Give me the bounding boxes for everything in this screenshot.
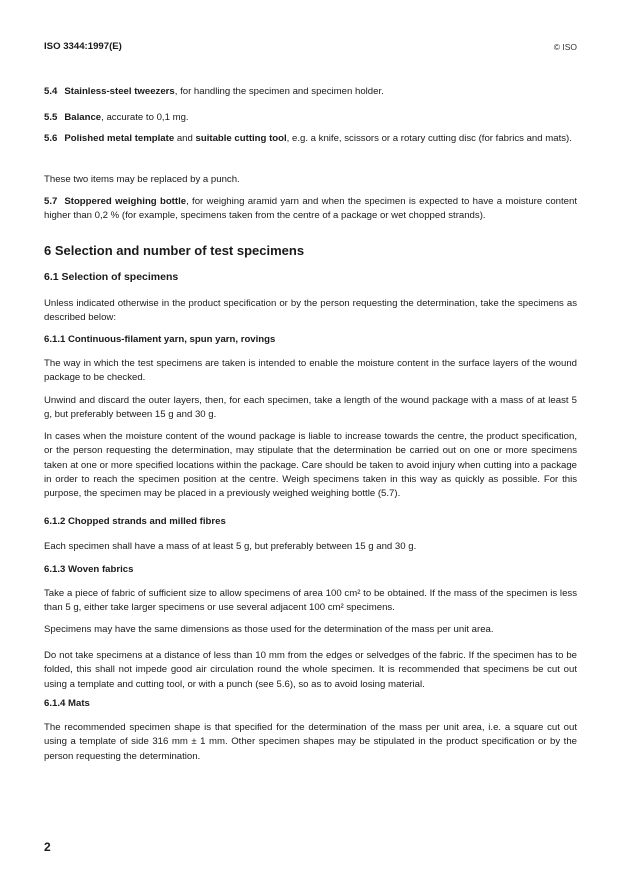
document-id: ISO 3344:1997(E) xyxy=(44,41,122,52)
item-text: , for weighing aramid yarn and when the specimen is expected to have a moisture content higher than 0,2 % (for example, specimens taken from the centre of a package or wet chopped strands). xyxy=(44,196,577,222)
item-number: 5.6 xyxy=(44,133,58,144)
item-5-6 xyxy=(44,132,577,146)
paragraph: The recommended specimen shape is that specified for the determination of the mass per unit area, i.e. a square cut out using a template of side 316 mm ± 1 mm. Other specimen shapes may be stipulated in the product specification or by the person requesting the determination. xyxy=(44,722,577,762)
paragraph: Specimens may have the same dimensions as those used for the determination of the mass per unit area. xyxy=(44,624,494,635)
section-6-1-4-heading: 6.1.4 Mats xyxy=(44,698,90,709)
item-number: 5.7 xyxy=(44,196,58,207)
item-term: Polished metal template xyxy=(64,133,175,144)
page-number: 2 xyxy=(44,840,51,854)
paragraph: Unless indicated otherwise in the product specification or by the person requesting the determination, take the specimens as described below: xyxy=(44,298,577,324)
item-term: Stoppered weighing bottle xyxy=(64,196,187,207)
item-text: , for handling the specimen and specimen holder. xyxy=(174,86,384,97)
paragraph: In cases when the moisture content of the wound package is liable to increase towards the centre, the product specification, or the person requesting the determination, may stipulate that the determination be carried out on one or more specimens taken at one or more specified locations within the package. Care should be taken to avoid injury when cutting into a package in order to reach the specimen position at the centre. Weigh specimens taken in this way as quickly as possible. For this purpose, the specimen may be placed in a previously weighed weighing bottle (5.7). xyxy=(44,431,577,500)
item-term: Stainless-steel tweezers xyxy=(64,86,175,97)
section-6-1-heading: 6.1 Selection of specimens xyxy=(44,271,179,283)
item-5-5 xyxy=(44,111,577,125)
paragraph: Each specimen shall have a mass of at least 5 g, but preferably between 15 g and 30 g. xyxy=(44,541,417,552)
item-5-7 xyxy=(44,195,577,224)
item-number: 5.4 xyxy=(44,86,58,97)
item-number: 5.5 xyxy=(44,112,58,123)
paragraph: Do not take specimens at a distance of less than 10 mm from the edges or selvedges of the fabric. If the specimen has to be folded, this shall not impede good air circulation round the whole specimen. It is recommended that specimens be cut out using a template and cutting tool, or with a punch (see 5.6), so as to avoid losing material. xyxy=(44,650,577,690)
paragraph: The way in which the test specimens are taken is intended to enable the moisture content in the surface layers of the wound package to be checked. xyxy=(44,358,577,384)
copyright: © ISO xyxy=(553,42,577,52)
section-6-1-2-heading: 6.1.2 Chopped strands and milled fibres xyxy=(44,516,226,527)
paragraph: Unwind and discard the outer layers, then, for each specimen, take a length of the wound package with a mass of at least 5 g, but preferably between 15 g and 30 g. xyxy=(44,395,577,421)
section-6-heading: 6 Selection and number of test specimens xyxy=(44,243,305,258)
paragraph: Take a piece of fabric of sufficient size to allow specimens of area 100 cm² to be obtained. If the mass of the specimen is less than 5 g, either take larger specimens or use several adjacent 100 cm² specimens. xyxy=(44,588,577,614)
item-5-4 xyxy=(44,85,577,99)
section-6-1-1-heading: 6.1.1 Continuous-filament yarn, spun yarn, rovings xyxy=(44,334,276,345)
item-term-2: suitable cutting tool xyxy=(195,133,287,144)
item-text: and xyxy=(174,133,196,144)
item-term: Balance xyxy=(64,112,102,123)
section-6-1-3-heading: 6.1.3 Woven fabrics xyxy=(44,564,134,575)
item-text: , e.g. a knife, scissors or a rotary cutting disc (for fabrics and mats). xyxy=(286,133,572,144)
paragraph: These two items may be replaced by a punch. xyxy=(44,174,240,185)
item-text: , accurate to 0,1 mg. xyxy=(101,112,189,123)
